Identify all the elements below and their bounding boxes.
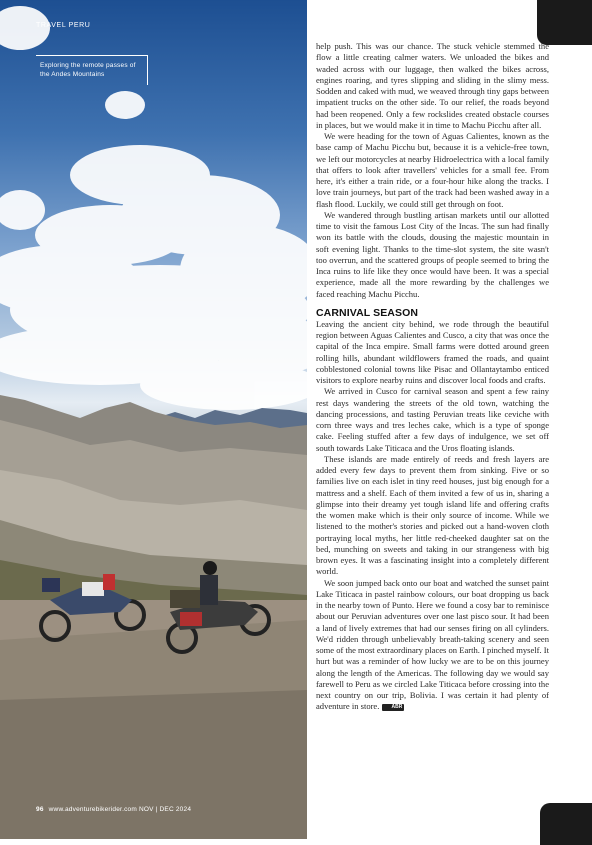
article-paragraph: These islands are made entirely of reeds and fresh layers are added every few days to prevent them from sinking. Five or so families live on each islet in tiny reed houses, just big enough for a mattress and a shelf. Each of them invited a few of us in, sharing a glimpse into their dreamy yet tough island life and offering crafts the women make which is their only source of income. While we listened to the mother's stories and picked out a hand-woven cloth portraying local myths, her little red-cheeked daughter sat on the bed, munching on sweets and taking in our strangeness with big brown eyes. It was a fascinating insight into a completely different world.: [316, 453, 549, 577]
page-corner-tab-top: [537, 0, 592, 45]
section-heading: CARNIVAL SEASON: [316, 306, 419, 319]
article-paragraph-final: [316, 578, 549, 713]
article-paragraph: We arrived in Cusco for carnival season and spent a few rainy rest days wandering the streets of the old town, watching the dancing processions, and tasting Peruvian treats like ceviche with corn three ways and tres leches cake, which is a type of sponge cake. Feeling stuffed after a few days of indulgence, we set off south towards Lake Titicaca and the Uros floating islands.: [316, 386, 549, 453]
page-number: 96: [36, 806, 44, 813]
article-column: [316, 41, 549, 713]
site-and-issue: www.adventurebikerider.com NOV | DEC 2024: [48, 806, 192, 813]
section-label: TRAVEL PERU: [36, 22, 91, 29]
photo-caption-box: [36, 55, 148, 85]
article-paragraph: help push. This was our chance. The stuck vehicle stemmed the flow a little creating calmer waters. We unloaded the bikes and waded across with our luggage, then walked the bikes across, engines roaring, and tyres slipping and sliding in the slimy mess. Sodden and caked with mud, we weaved through tiny gaps between impatient trucks on the other side. To our relief, the roads beyond had been reopened. Only a few rockslides created obstacle courses in places, but we would make it in time to Machu Picchu after all.: [316, 41, 549, 130]
article-paragraph: We were heading for the town of Aguas Calientes, known as the base camp of Machu Picchu but, because it is a vehicle-free town, we left our motorcycles at nearby Hidroelectrica with a local family that offers to look after travellers' vehicles for a small fee. From here, it's either a train ride, or a four-hour hike along the tracks. I love train journeys, but part of the track had been washed away in a flash flood. Luckily, we could still get through on foot.: [316, 131, 549, 209]
article-paragraph-text: We soon jumped back onto our boat and watched the sunset paint Lake Titicaca in pastel rainbow colours, our boat dropping us back in the nearby town of Punto. Here we found a cosy bar to reminisce about our Peruvian adventures over one last pisco sour. It had been a land of lively extremes that had our senses firing on all cylinders. We'd ridden through unbelievably breath-taking scenery and seen some of the most extraordinary places on Earth. I pinched myself. It hurt but was a reminder of how lucky we are to be on this journey along the length of the Americas. The following day we would say farewell to Peru as we circled Lake Titicaca before crossing into the next country on our trip, Bolivia. I was certain it had plenty of adventure in store.: [316, 577, 549, 712]
article-paragraph: Leaving the ancient city behind, we rode through the beautiful region between Aguas Calientes and Cusco, a city that was once the capital of the Inca empire. Small farms were dotted around green rolling hills, abundant wildflowers framed the roads, and quaint cobblestoned colonial towns like Pisac and Ollantaytambo enticed visitors to explore nearby ruins and discover local foods and crafts.: [316, 318, 549, 385]
end-mark-icon: ABR: [382, 704, 405, 711]
photo-caption: Exploring the remote passes of the Andes Mountains: [40, 62, 136, 78]
article-paragraph: We wandered through bustling artisan markets until our allotted time to visit the famous Lost City of the Incas. The sun had finally won its battle with the clouds, dousing the majestic mountain in soft evening light. Thanks to the time-slot system, the site wasn't too overrun, and the scattered groups of people seemed to bring the Inca ruins to life like they once would have been. It was a special experience, made all the more rewarding by the challenges we faced reaching Machu Picchu.: [316, 209, 549, 299]
page-footer: [36, 806, 191, 813]
